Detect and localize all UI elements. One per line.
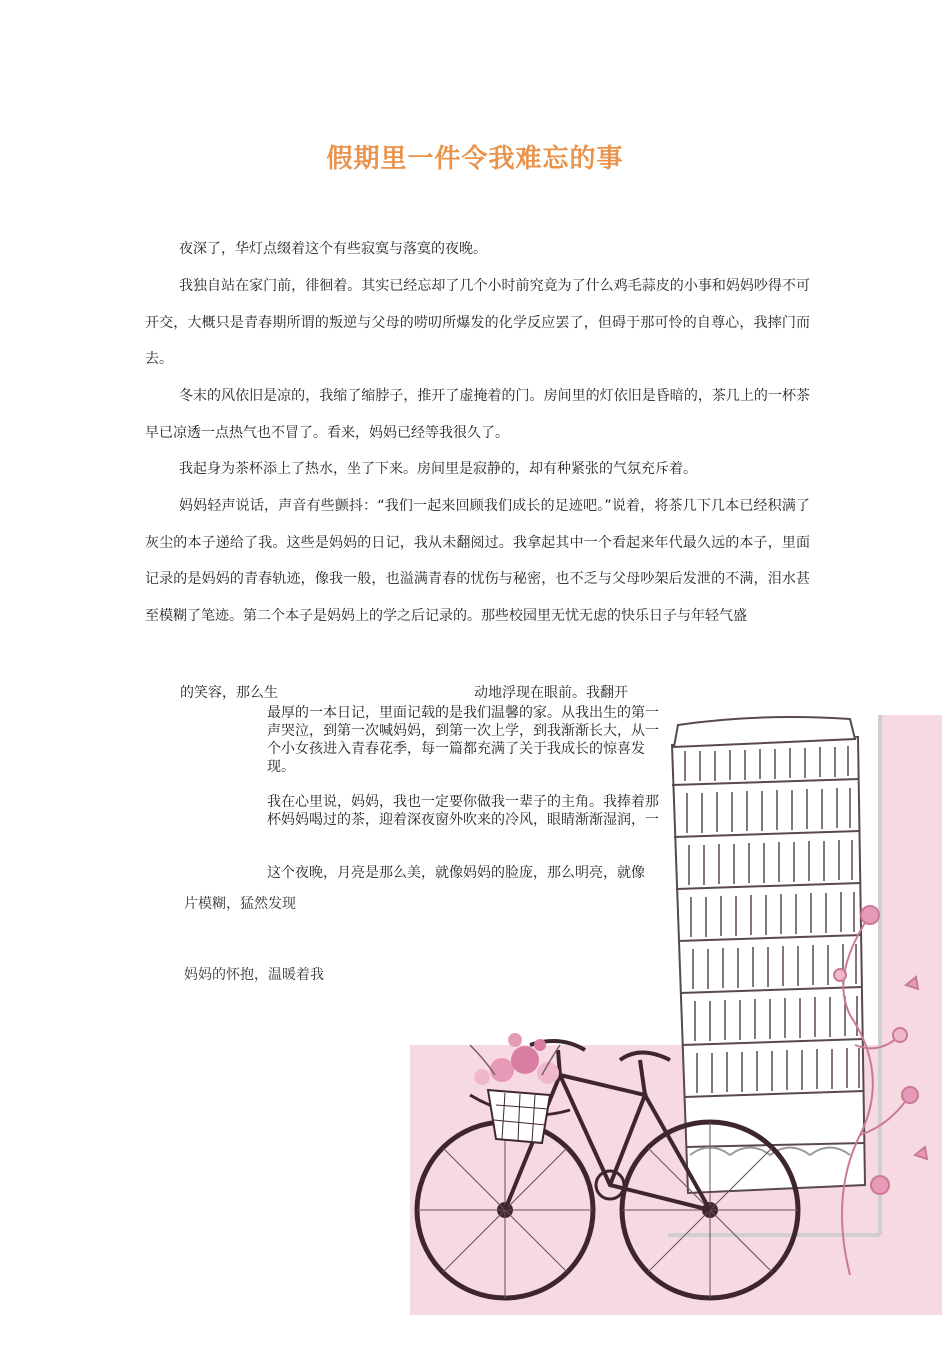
page-title: 假期里一件令我难忘的事 — [326, 144, 624, 174]
paragraph-1: 夜深了，华灯点缀着这个有些寂寞与落寞的夜晚。 — [179, 241, 487, 257]
clipped-line-1: 片模糊，猛然发现 — [184, 896, 296, 912]
lead-left: 的笑容，那么生 — [180, 685, 278, 701]
lead-right: 动地浮现在眼前。我翻开 — [474, 685, 628, 701]
decorative-illustration — [410, 715, 942, 1315]
clipped-line-2: 妈妈的怀抱，温暖着我 — [184, 967, 324, 983]
paragraph-5: 妈妈轻声说话，声音有些颤抖：“我们一起来回顾我们成长的足迹吧。”说着，将茶几下几本已经积满了灰尘的本子递给了我。这些是妈妈的日记，我从未翻阅过。我拿起其中一个看起来年代最久远的本子，里面记录的是妈妈的青春轨迹，像我一般，也溢满青春的忧伤与秘密，也不乏与父母吵架后发泄的不满，泪水甚至模糊了笔迹。第二个本子是妈妈上的学之后记录的。那些校园里无忧无虑的快乐日子与年轻气盛 — [145, 498, 810, 624]
paragraph-3: 冬末的风依旧是凉的，我缩了缩脖子，推开了虚掩着的门。房间里的灯依旧是昏暗的，茶几上的一杯茶早已凉透一点热气也不冒了。看来，妈妈已经等我很久了。 — [145, 388, 810, 441]
paragraph-2: 我独自站在家门前，徘徊着。其实已经忘却了几个小时前究竟为了什么鸡毛蒜皮的小事和妈妈吵得不可开交，大概只是青春期所谓的叛逆与父母的唠叨所爆发的化学反应罢了，但碍于那可怜的自尊心，我摔门而去。 — [145, 278, 810, 367]
text-block-1: 最厚的一本日记，里面记载的是我们温馨的家。从我出生的第一声哭泣，到第一次喊妈妈，到第一次上学，到我渐渐长大，从一个小女孩进入青春花季，每一篇都充满了关于我成长的惊喜发现。 — [267, 705, 659, 775]
paragraph-4: 我起身为茶杯添上了热水，坐了下来。房间里是寂静的，却有种紧张的气氛充斥着。 — [179, 461, 697, 477]
text-block-3: 这个夜晚，月亮是那么美，就像妈妈的脸庞，那么明亮，就像 — [267, 865, 645, 881]
text-block-2: 我在心里说，妈妈，我也一定要你做我一辈子的主角。我捧着那杯妈妈喝过的茶，迎着深夜窗外吹来的冷风，眼睛渐渐湿润，一 — [267, 794, 659, 828]
